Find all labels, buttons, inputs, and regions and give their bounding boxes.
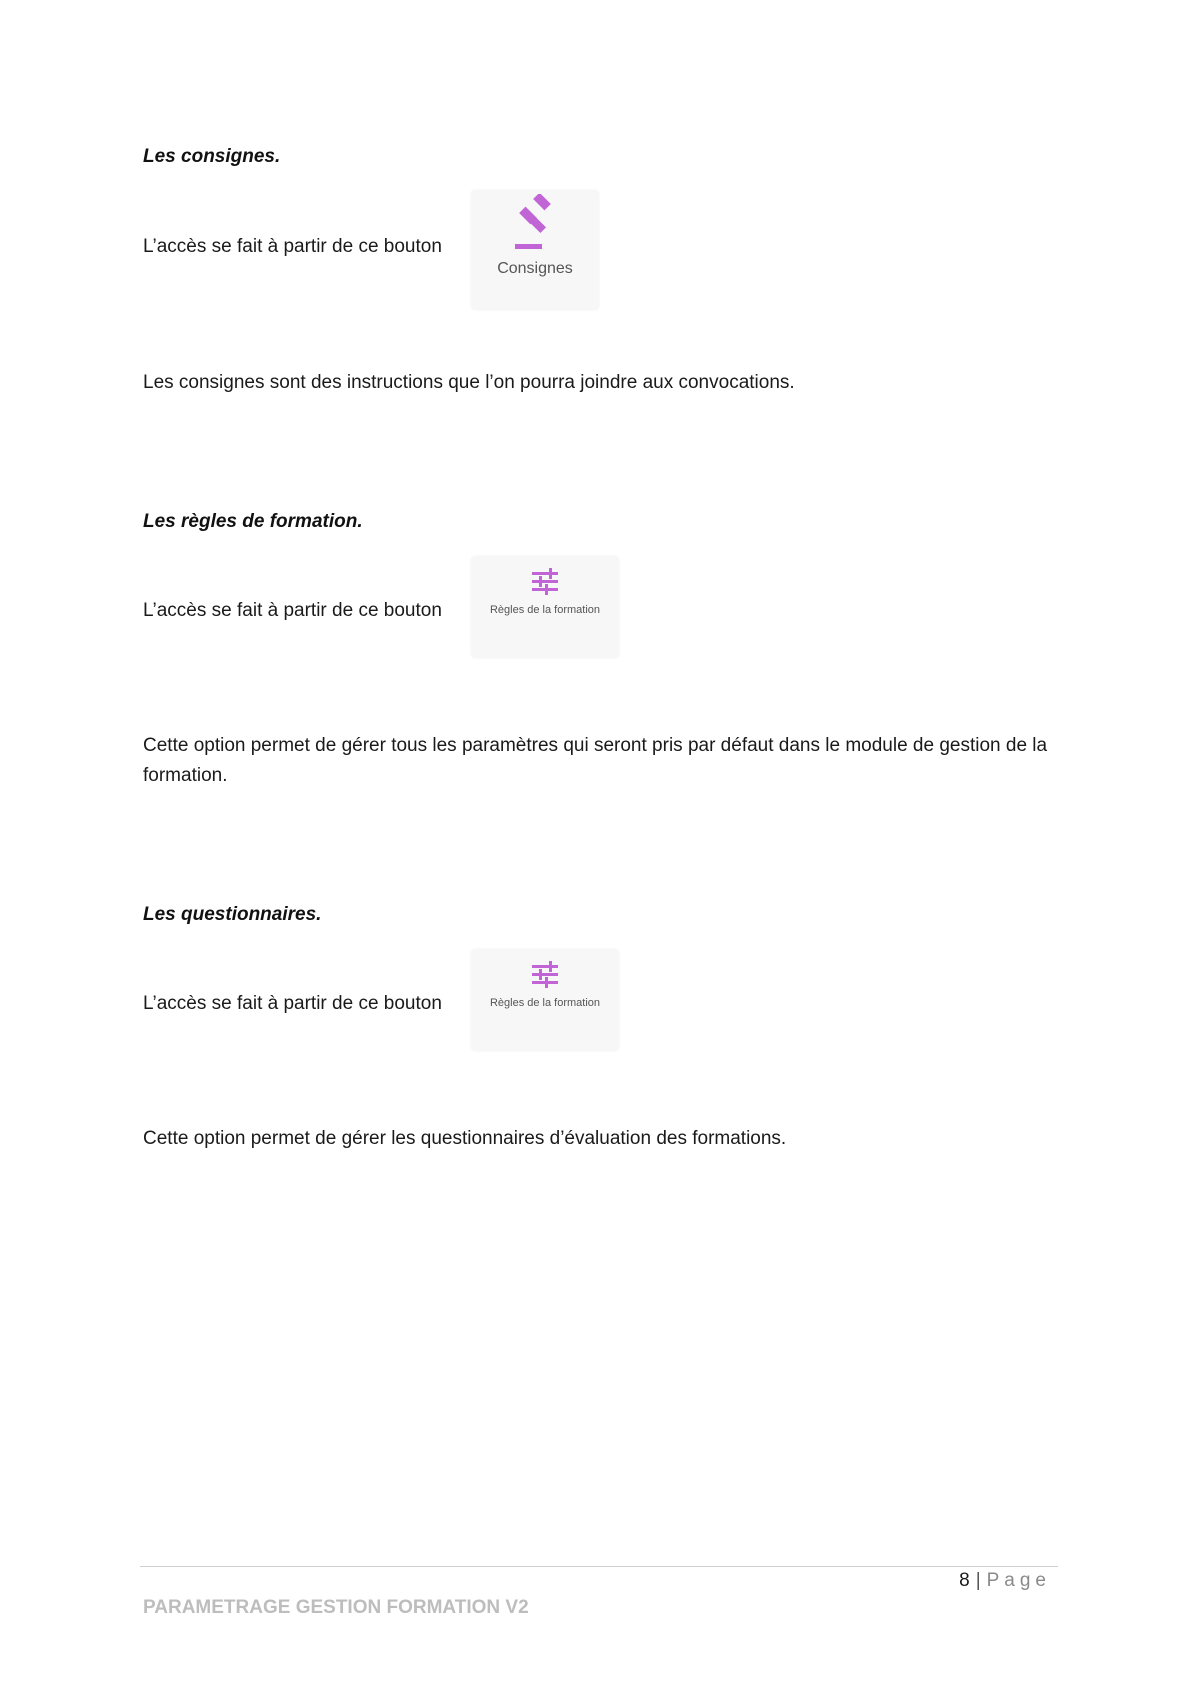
section-description-consignes: Les consignes sont des instructions que l’on pourra joindre aux convocations. [143,372,795,393]
tune-icon [530,568,560,596]
consignes-button[interactable] [471,190,599,310]
page-number-value: 8 [959,1570,970,1591]
regles-formation-button-label: Règles de la formation [489,604,601,616]
gavel-icon [507,194,563,254]
page-word: Page [986,1570,1051,1591]
section-heading-regles: Les règles de formation. [143,511,363,532]
consignes-button-label: Consignes [497,260,573,277]
access-text-regles: L’accès se fait à partir de ce bouton [143,600,442,621]
section-description-regles: Cette option permet de gérer tous les paramètres qui seront pris par défaut dans le module de gestion de la formation. [143,735,1048,786]
access-text-questionnaires: L’accès se fait à partir de ce bouton [143,993,442,1014]
access-text-consignes: L’accès se fait à partir de ce bouton [143,236,442,257]
questionnaires-button-label: Règles de la formation [489,997,601,1009]
tune-icon [530,961,560,989]
section-heading-consignes: Les consignes. [143,146,281,167]
section-description-questionnaires: Cette option permet de gérer les questionnaires d’évaluation des formations. [143,1128,787,1149]
page-separator: | [975,1570,981,1591]
section-heading-questionnaires: Les questionnaires. [143,904,322,925]
questionnaires-button[interactable] [471,949,619,1051]
footer-doc-title: PARAMETRAGE GESTION FORMATION V2 [143,1597,529,1618]
regles-formation-button[interactable] [471,556,619,658]
footer-divider [140,1566,1058,1567]
page-number [959,1570,1051,1592]
